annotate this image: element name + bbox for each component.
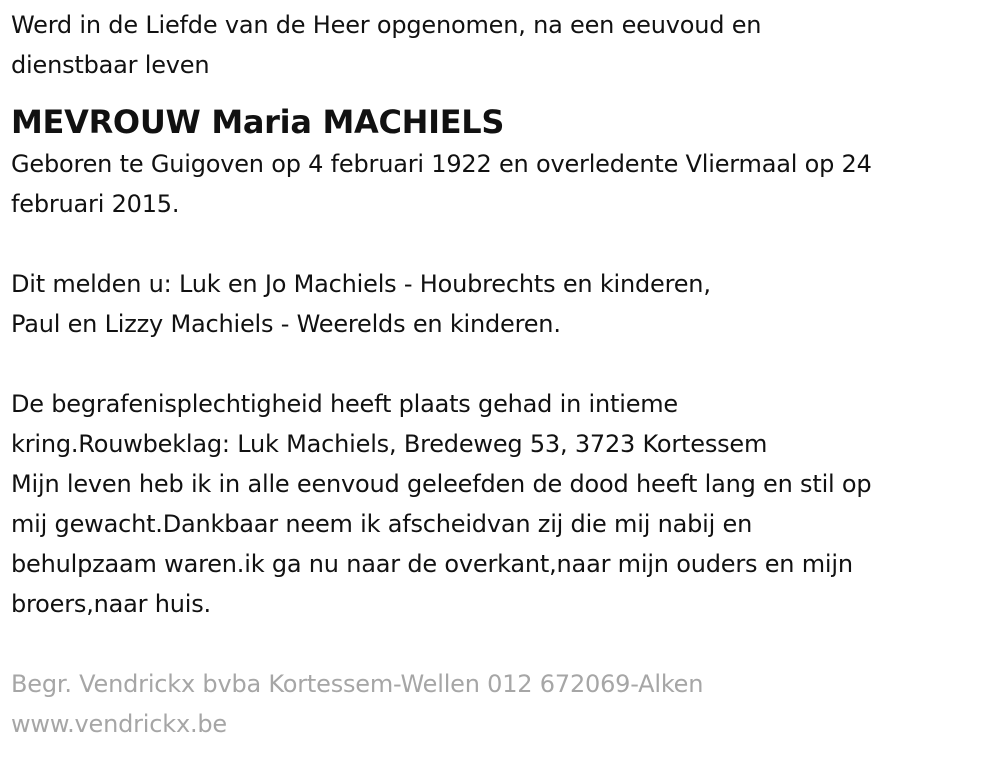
birth-line-1: Geboren te Guigoven op 4 februari 1922 en overledente Vliermaal op 24 [11, 150, 872, 178]
spacer [11, 224, 986, 264]
undertaker-website-link[interactable]: www.vendrickx.be [11, 710, 227, 738]
quote-line-2: mij gewacht.Dankbaar neem ik afscheidvan zij die mij nabij en [11, 510, 753, 538]
memorial-quote [11, 464, 986, 624]
obituary-notice [11, 5, 986, 744]
funeral-line-2: kring.Rouwbeklag: Luk Machiels, Bredeweg 53, 3723 Kortessem [11, 430, 768, 458]
undertaker-info: Begr. Vendrickx bvba Kortessem-Wellen 012 672069-Alken [11, 670, 704, 698]
deceased-name: MEVROUW Maria MACHIELS [11, 103, 505, 141]
spacer [11, 344, 986, 384]
undertaker-footer [11, 664, 986, 744]
quote-line-4: broers,naar huis. [11, 590, 211, 618]
funeral-line-1: De begrafenisplechtigheid heeft plaats gehad in intieme [11, 390, 679, 418]
birth-line-2: februari 2015. [11, 190, 180, 218]
quote-line-1: Mijn leven heb ik in alle eenvoud geleefden de dood heeft lang en stil op [11, 470, 872, 498]
intro-line-1: Werd in de Liefde van de Heer opgenomen, na een eeuvoud en [11, 11, 762, 39]
birth-death-details [11, 144, 986, 224]
announcement-line-2: Paul en Lizzy Machiels - Weerelds en kinderen. [11, 310, 561, 338]
funeral-details [11, 384, 986, 464]
announcement-line-1: Dit melden u: Luk en Jo Machiels - Houbrechts en kinderen, [11, 270, 711, 298]
spacer [11, 624, 986, 664]
quote-line-3: behulpzaam waren.ik ga nu naar de overkant,naar mijn ouders en mijn [11, 550, 853, 578]
intro-text [11, 5, 986, 85]
intro-line-2: dienstbaar leven [11, 51, 210, 79]
family-announcement [11, 264, 986, 344]
